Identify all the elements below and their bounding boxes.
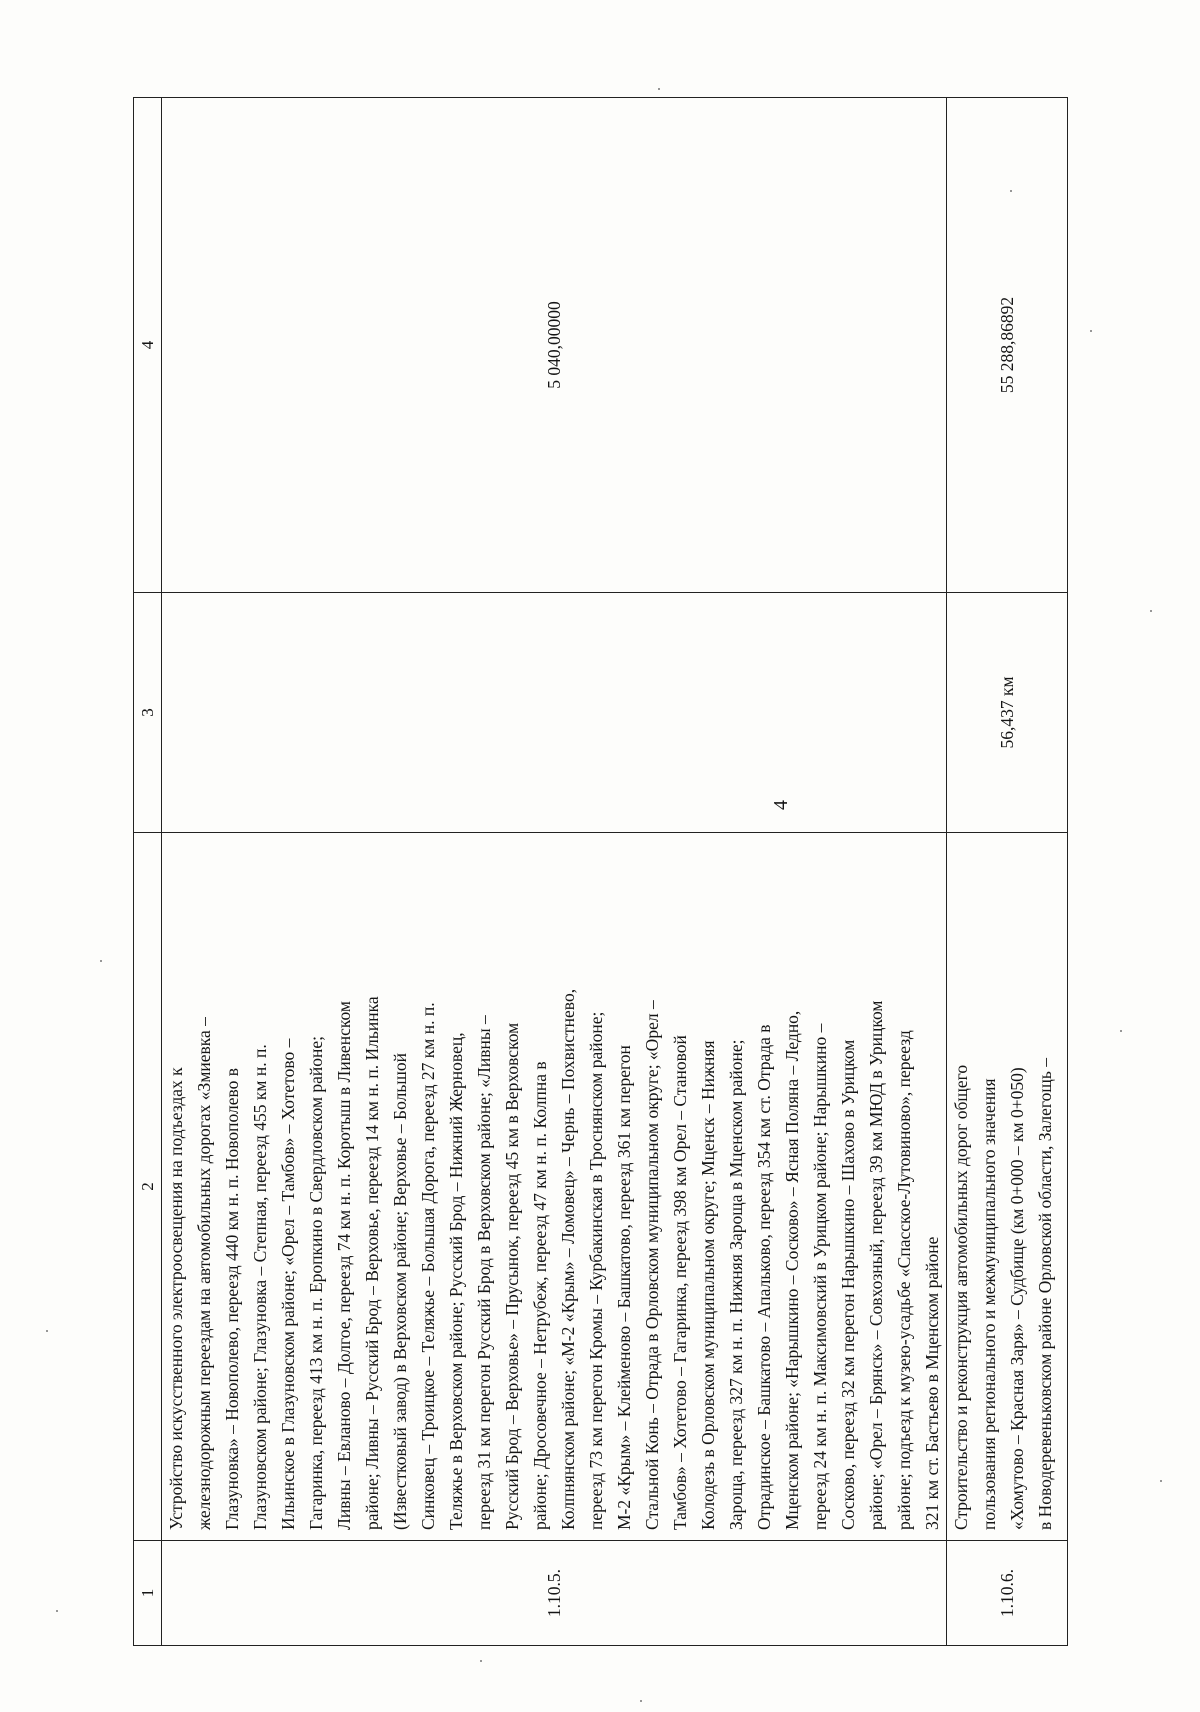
description-line: (Известковый завод) в Верховском районе; Верховье – Большой — [390, 1053, 410, 1530]
row-number: 1.10.5. — [162, 1541, 947, 1646]
description-line: переезд 31 км перегон Русский Брод в Верховском районе; «Ливны – — [474, 1015, 494, 1530]
description-line: Ильинское в Глазуновском районе; «Орел – Тамбов» – Хотетово – — [278, 1038, 298, 1530]
description-line: переезд 24 км н. п. Максимовский в Урицком районе; Нарышкино – — [810, 1023, 830, 1530]
table-header-row — [134, 98, 162, 1646]
description-line: районе; «Орел – Брянск» – Совхозный, переезд 39 км МЮД в Урицком — [866, 1000, 886, 1530]
document-table-wrapper — [133, 98, 1058, 1646]
row-amount: 5 040,00000 — [162, 98, 947, 593]
scan-speck — [658, 88, 660, 90]
description-line: Глазуновском районе; Глазуновка – Степная, переезд 455 км н. п. — [250, 1044, 270, 1530]
row-description — [162, 833, 947, 1541]
header-col-3: 3 — [134, 593, 162, 833]
description-line: Зароща, переезд 327 км н. п. Нижняя Зароща в Мценском районе; — [726, 1039, 746, 1530]
row-length — [162, 593, 947, 833]
header-col-4: 4 — [134, 98, 162, 593]
row-number: 1.10.6. — [947, 1541, 1068, 1646]
description-line: Строительство и реконструкция автомобильных дорог общего — [951, 1064, 971, 1530]
scan-speck — [1120, 1030, 1122, 1032]
document-table — [133, 97, 1068, 1646]
description-line: железнодорожным переездам на автомобильных дорогах «Змиевка – — [194, 1017, 214, 1530]
row-description — [947, 833, 1068, 1541]
description-line: пользования регионального и межмуниципального значения — [979, 1078, 999, 1530]
description-line: Теляжье в Верховском районе; Русский Брод – Нижний Жерновец, — [446, 1032, 466, 1530]
header-col-2: 2 — [134, 833, 162, 1541]
table-row — [162, 98, 947, 1646]
description-line: районе; Ливны – Русский Брод – Верховье, переезд 14 км н. п. Ильинка — [362, 996, 382, 1530]
description-line: Мценском районе; «Нарышкино – Сосково» – Ясная Поляна – Ледно, — [782, 1010, 802, 1530]
description-line: Устройство искусственного электроосвещения на подъездах к — [166, 1067, 186, 1530]
description-line: Ливны – Евланово – Долгое, переезд 74 км н. п. Коротыш в Ливенском — [334, 1001, 354, 1530]
description-line: Колодезь в Орловском муниципальном округе; Мценск – Нижняя — [698, 1040, 718, 1530]
description-line: Отрадинское – Башкатово – Апальково, переезд 354 км ст. Отрада в — [754, 1024, 774, 1530]
scan-speck — [46, 1330, 48, 1332]
description-line: Гагаринка, переезд 413 км н. п. Еропкино в Свердловском районе; — [306, 1035, 326, 1530]
page-number: 4 — [770, 800, 792, 810]
table-row — [947, 98, 1068, 1646]
scan-speck — [640, 1700, 642, 1702]
description-line: Сосково, переезд 32 км перегон Нарышкино – Шахово в Урицком — [838, 1039, 858, 1530]
scan-speck — [1150, 610, 1152, 612]
description-line: Стальной Конь – Отрада в Орловском муниципальном округе; «Орел – — [642, 1000, 662, 1530]
description-line: М-2 «Крым» – Клейменово – Башкатово, переезд 361 км перегон — [614, 1045, 634, 1530]
description-line: районе; Дросовечное – Нетрубеж, переезд 47 км н. п. Колпна в — [530, 1061, 550, 1530]
scan-speck — [1010, 190, 1012, 192]
scan-speck — [100, 960, 102, 962]
scan-speck — [1090, 330, 1092, 332]
description-line: Тамбов» – Хотетово – Гагаринка, переезд 398 км Орел – Становой — [670, 1035, 690, 1530]
description-line: Русский Брод – Верховье» – Прусынок, переезд 45 км в Верховском — [502, 1022, 522, 1530]
row-amount: 55 288,86892 — [947, 98, 1068, 593]
scan-speck — [1160, 1480, 1162, 1482]
description-line: Колпнянском районе; «М-2 «Крым» – Ломовец» – Чернь – Похвистнево, — [558, 988, 578, 1530]
description-line: в Новодеревеньковском районе Орловской области, Залегощь – — [1035, 1058, 1055, 1530]
description-line: районе; подъезд к музею-усадьбе «Спасское-Лутовиново», переезд — [894, 1030, 914, 1530]
scan-speck — [56, 1610, 58, 1612]
row-length: 56,437 км — [947, 593, 1068, 833]
description-line: «Хомутово – Красная Заря» – Судбище (км 0+000 – км 0+050) — [1007, 1067, 1027, 1530]
description-line: 321 км ст. Бастьево в Мценском районе — [922, 1236, 942, 1530]
description-line: Синковец – Троицкое – Теляжье – Большая Дорога, переезд 27 км н. п. — [418, 1002, 438, 1530]
description-line: Глазуновка» – Новополево, переезд 440 км н. п. Новополево в — [222, 1067, 242, 1530]
header-col-1: 1 — [134, 1541, 162, 1646]
scan-speck — [480, 1660, 482, 1662]
description-line: переезд 73 км перегон Кромы – Курбакинская в Троснянском районе; — [586, 1011, 606, 1530]
